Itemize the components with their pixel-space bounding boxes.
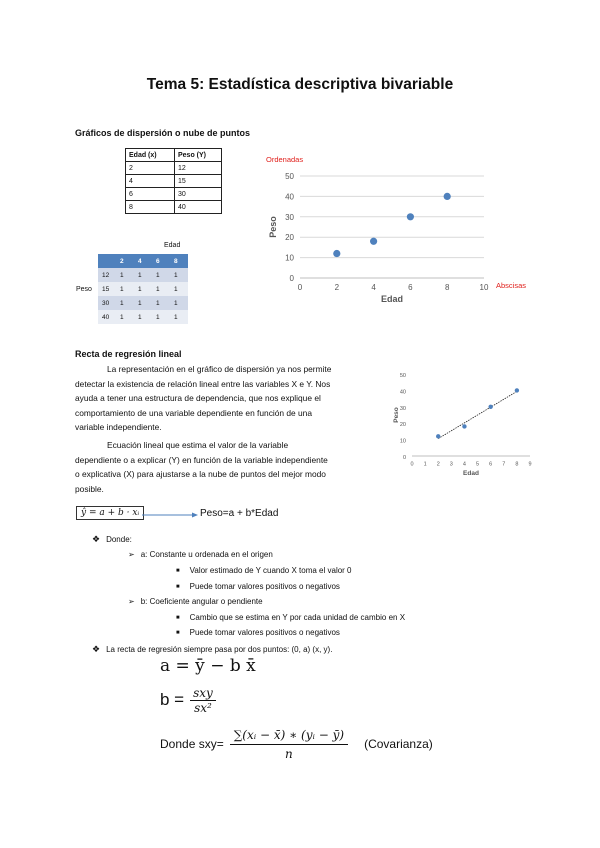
square-bullet-icon: ■ xyxy=(176,630,180,636)
y-tick-label: 10 xyxy=(399,438,406,445)
table-cell: 1 xyxy=(152,268,170,282)
row-label: 30 xyxy=(98,296,116,310)
square-bullet-icon: ■ xyxy=(176,584,180,590)
diamond-bullet-icon: ❖ xyxy=(92,534,101,544)
y-tick-label: 20 xyxy=(285,233,294,243)
bullet-a-1 xyxy=(176,566,352,575)
section-heading-dispersion: Gráficos de dispersión o nube de puntos xyxy=(75,128,251,138)
formula-a xyxy=(160,656,256,676)
square-bullet-icon: ■ xyxy=(176,568,180,574)
table-cell: 1 xyxy=(134,296,152,310)
table-row xyxy=(126,175,222,188)
table-row xyxy=(126,188,222,201)
row-label: 15 xyxy=(98,282,116,296)
x-tick-label: 6 xyxy=(489,461,493,468)
contingency-row-title: Peso xyxy=(76,286,92,293)
table-cell: 1 xyxy=(116,282,134,296)
table-cell: 1 xyxy=(152,296,170,310)
y-tick-label: 40 xyxy=(285,192,294,202)
text-line: Ecuación lineal que estima el valor de la variable xyxy=(107,440,289,450)
bullet-recta xyxy=(92,644,332,655)
table-cell: 4 xyxy=(126,175,175,188)
table-cell: 1 xyxy=(152,310,170,324)
formula-a-text: a = ȳ − b x̄ xyxy=(160,656,256,676)
text-line: comportamiento de una variable dependiente en función de una xyxy=(75,407,312,418)
contingency-col-title: Edad xyxy=(164,242,181,249)
paragraph-1 xyxy=(75,362,380,435)
table-header-cell xyxy=(98,254,116,268)
y-axis-label: Peso xyxy=(393,407,400,423)
y-tick-label: 10 xyxy=(285,253,294,263)
text-line: posible. xyxy=(75,483,104,494)
bullet-text: Donde: xyxy=(106,535,132,544)
data-point xyxy=(444,193,451,200)
table-row xyxy=(98,296,188,310)
fraction-numerator: sxy xyxy=(190,686,216,701)
data-point xyxy=(370,238,377,245)
table-cell: 40 xyxy=(175,201,222,214)
text-line: La representación en el gráfico de dispersión ya nos permite xyxy=(107,364,332,374)
bullet-a-2 xyxy=(176,582,340,591)
table-row xyxy=(98,310,188,324)
table-row xyxy=(98,282,188,296)
y-tick-label: 30 xyxy=(285,212,294,222)
arrow-right-icon xyxy=(142,511,198,519)
y-tick-label: 0 xyxy=(402,455,406,461)
abscisas-label: Abscisas xyxy=(496,281,527,290)
table-header-cell: 8 xyxy=(170,254,188,268)
y-tick-label: 20 xyxy=(399,422,406,429)
square-bullet-icon: ■ xyxy=(176,615,180,621)
bullet-text: Valor estimado de Y cuando X toma el valor 0 xyxy=(189,566,352,575)
x-tick-label: 5 xyxy=(476,461,480,468)
x-tick-label: 7 xyxy=(502,461,506,468)
text-line: variable independiente. xyxy=(75,422,162,433)
ordenadas-label: Ordenadas xyxy=(266,155,304,164)
table-cell: 30 xyxy=(175,188,222,201)
table-cell: 8 xyxy=(126,201,175,214)
bullet-donde xyxy=(92,534,132,545)
table-cell: 1 xyxy=(134,268,152,282)
text-line: o explicativa (X) para ajustarse a la nube de puntos del mejor modo xyxy=(75,469,326,480)
table-cell: 1 xyxy=(116,268,134,282)
scatter-chart-2 xyxy=(392,362,540,484)
fraction-denominator: sx² xyxy=(194,700,212,715)
covarianza-label: (Covarianza) xyxy=(364,737,433,751)
paragraph-2 xyxy=(75,438,380,496)
data-point xyxy=(407,213,414,220)
formula-covarianza xyxy=(160,724,433,764)
row-label: 40 xyxy=(98,310,116,324)
fraction xyxy=(190,686,216,715)
table-header-cell: Peso (Y) xyxy=(175,149,222,162)
bullet-text: Puede tomar valores positivos o negativos xyxy=(189,582,340,591)
fraction-denominator: n xyxy=(285,746,293,761)
equation-label: Peso=a + b*Edad xyxy=(200,508,279,519)
data-point xyxy=(515,388,519,392)
trendline xyxy=(438,391,517,438)
data-point xyxy=(488,405,492,409)
data-table xyxy=(125,148,222,214)
y-tick-label: 50 xyxy=(285,172,294,181)
text-line: dependiente o a explicar (Y) en función de la variable independiente xyxy=(75,454,328,465)
y-tick-label: 40 xyxy=(399,389,406,396)
table-cell: 1 xyxy=(134,310,152,324)
arrow-bullet-icon: ➢ xyxy=(128,550,135,559)
x-tick-label: 10 xyxy=(479,283,489,292)
x-axis-label: Edad xyxy=(380,294,404,304)
y-axis-label: Peso xyxy=(268,216,278,238)
text-line: ayuda a tener una estructura de dependencia, que nos explique el xyxy=(75,393,321,404)
x-tick-label: 6 xyxy=(408,283,413,292)
table-cell: 2 xyxy=(126,162,175,175)
bullet-text: a: Constante u ordenada en el origen xyxy=(140,550,273,559)
bullet-text: Puede tomar valores positivos o negativos xyxy=(189,628,340,637)
table-cell: 6 xyxy=(126,188,175,201)
table-header-cell: 4 xyxy=(134,254,152,268)
table-cell: 1 xyxy=(152,282,170,296)
table-cell: 1 xyxy=(170,296,188,310)
formula-b-lhs: b = xyxy=(160,690,185,709)
arrow-bullet-icon: ➢ xyxy=(128,597,135,606)
bullet-a xyxy=(128,550,273,559)
table-header-cell: Edad (x) xyxy=(126,149,175,162)
bullet-b xyxy=(128,597,263,606)
x-tick-label: 4 xyxy=(462,461,466,468)
x-tick-label: 0 xyxy=(297,283,303,292)
formula-cov-lhs: Donde sxy= xyxy=(160,737,224,751)
y-tick-label: 0 xyxy=(289,274,294,283)
data-point xyxy=(333,250,340,257)
text-line: detectar la existencia de relación lineal entre las variables X e Y. Nos xyxy=(75,378,331,389)
table-cell: 1 xyxy=(170,282,188,296)
table-row xyxy=(126,201,222,214)
x-tick-label: 1 xyxy=(423,461,427,468)
bullet-b-1 xyxy=(176,613,405,622)
x-axis-label: Edad xyxy=(463,470,479,477)
contingency-table xyxy=(98,254,188,324)
bullet-text: b: Coeficiente angular o pendiente xyxy=(140,597,263,606)
x-tick-label: 2 xyxy=(334,283,340,292)
table-header-cell: 6 xyxy=(152,254,170,268)
x-tick-label: 4 xyxy=(371,283,376,292)
regression-equation: ŷ = a + b · xᵢ xyxy=(76,506,144,520)
page-title: Tema 5: Estadística descriptiva bivariable xyxy=(146,76,454,93)
fraction xyxy=(230,728,348,761)
table-row xyxy=(98,268,188,282)
table-cell: 12 xyxy=(175,162,222,175)
table-cell: 1 xyxy=(116,296,134,310)
x-tick-label: 8 xyxy=(515,461,519,468)
table-cell: 1 xyxy=(170,268,188,282)
x-tick-label: 9 xyxy=(528,461,532,468)
section-heading-regresion: Recta de regresión lineal xyxy=(75,349,182,359)
table-header-row xyxy=(98,254,188,268)
diamond-bullet-icon: ❖ xyxy=(92,644,101,654)
data-point xyxy=(436,434,440,438)
bullet-text: Cambio que se estima en Y por cada unidad de cambio en X xyxy=(189,613,406,622)
data-point xyxy=(462,424,466,428)
table-cell: 1 xyxy=(134,282,152,296)
formula-b xyxy=(160,682,216,718)
x-tick-label: 2 xyxy=(436,461,440,468)
table-cell: 15 xyxy=(175,175,222,188)
x-tick-label: 8 xyxy=(444,283,450,292)
y-tick-label: 50 xyxy=(399,373,406,379)
table-header-row xyxy=(126,149,222,162)
x-tick-label: 0 xyxy=(410,461,414,468)
x-tick-label: 3 xyxy=(449,461,453,468)
scatter-chart-1 xyxy=(262,150,532,320)
table-cell: 1 xyxy=(170,310,188,324)
fraction-numerator: ∑(xᵢ − x̄) ∗ (yᵢ − ȳ) xyxy=(230,728,348,745)
bullet-text: La recta de regresión siempre pasa por dos puntos: (0, a) (x, y). xyxy=(106,645,333,654)
table-row xyxy=(126,162,222,175)
y-tick-label: 30 xyxy=(399,405,406,412)
table-cell: 1 xyxy=(116,310,134,324)
table-header-cell: 2 xyxy=(116,254,134,268)
row-label: 12 xyxy=(98,268,116,282)
bullet-b-2 xyxy=(176,628,340,637)
